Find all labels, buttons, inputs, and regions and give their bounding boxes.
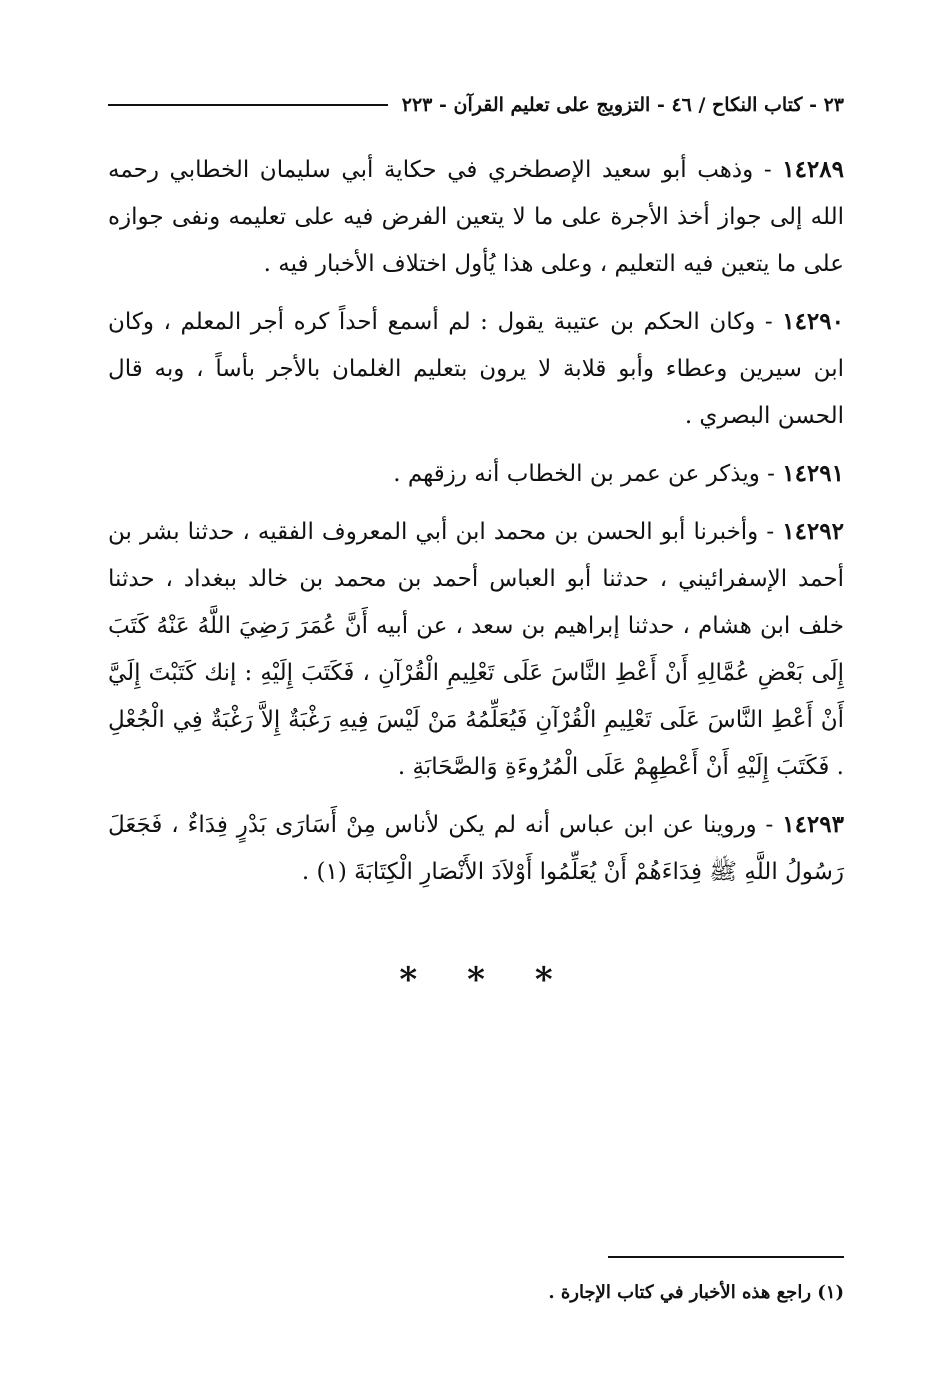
paragraph-14292 [108, 508, 844, 791]
paragraph-number: ١٤٢٩٠ [782, 308, 844, 335]
paragraph-text: - وأخبرنا أبو الحسن بن محمد ابن أبي المعروف الفقيه ، حدثنا بشر بن أحمد الإسفرائيني ، حدثنا أبو العباس أحمد بن محمد بن خالد ببغداد ، حدثنا خلف ابن هشام ، حدثنا إبراهيم بن سعد ، عن أبيه أَنَّ عُمَرَ رَضِيَ اللَّهُ عَنْهُ كَتَبَ إِلَى بَعْضِ عُمَّالِهِ أَنْ أَعْطِ النَّاسَ عَلَى تَعْلِيمِ الْقُرْآنِ ، فَكَتَبَ إِلَيْهِ : إنك كَتَبْتَ إِلَيَّ أَنْ أَعْطِ النَّاسَ عَلَى تَعْلِيمِ الْقُرْآنِ فَيُعَلِّمُهُ مَنْ لَيْسَ فِيهِ رَغْبَةٌ إِلاَّ رَغْبَةٌ فِي الْجُعْلِ . فَكَتَبَ إِلَيْهِ أَنْ أَعْطِهِمْ عَلَى الْمُرُوءَةِ وَالصَّحَابَةِ . [108, 519, 844, 780]
paragraph-14289 [108, 146, 844, 288]
paragraph-number: ١٤٢٩٣ [782, 811, 844, 838]
running-header [108, 88, 844, 122]
running-header-title: ٢٣ - كتاب النكاح / ٤٦ - التزويج على تعليم القرآن - ٢٢٣ [401, 94, 844, 116]
footnote: (١) راجع هذه الأخبار في كتاب الإجارة . [548, 1282, 844, 1303]
paragraph-text: - وذهب أبو سعيد الإصطخري في حكاية أبي سليمان الخطابي رحمه الله إلى جواز أخذ الأجرة على ما لا يتعين الفرض فيه على تعليمه ونفى جوازه على ما يتعين فيه التعليم ، وعلى هذا يُأول اختلاف الأخبار فيه . [108, 157, 844, 277]
paragraph-number: ١٤٢٨٩ [782, 156, 844, 183]
paragraph-text: - وروينا عن ابن عباس أنه لم يكن لأناس مِنْ أَسَارَى بَدْرٍ فِدَاءٌ ، فَجَعَلَ رَسُولُ اللَّهِ ﷺ فِدَاءَهُمْ أَنْ يُعَلِّمُوا أَوْلاَدَ الأَنْصَارِ الْكِتَابَةَ (١) . [108, 812, 844, 885]
paragraph-number: ١٤٢٩١ [782, 460, 844, 487]
separator-star: * [399, 960, 418, 1000]
header-rule [108, 104, 388, 106]
paragraph-number: ١٤٢٩٢ [782, 518, 844, 545]
paragraph-14290 [108, 298, 844, 440]
footnote-rule [608, 1256, 844, 1258]
document-page [108, 0, 844, 1378]
paragraph-14291 [108, 450, 844, 498]
separator-star: * [534, 960, 553, 1000]
paragraph-text: - ويذكر عن عمر بن الخطاب أنه رزقهم . [393, 461, 783, 487]
paragraph-text: - وكان الحكم بن عتيبة يقول : لم أسمع أحداً كره أجر المعلم ، وكان ابن سيرين وعطاء وأبو قلابة لا يرون بتعليم الغلمان بالأجر بأساً ، وبه قال الحسن البصري . [108, 309, 844, 429]
paragraph-14293 [108, 801, 844, 896]
separator-star: * [467, 960, 485, 1000]
section-separator [108, 960, 844, 1000]
body-text [108, 146, 844, 906]
